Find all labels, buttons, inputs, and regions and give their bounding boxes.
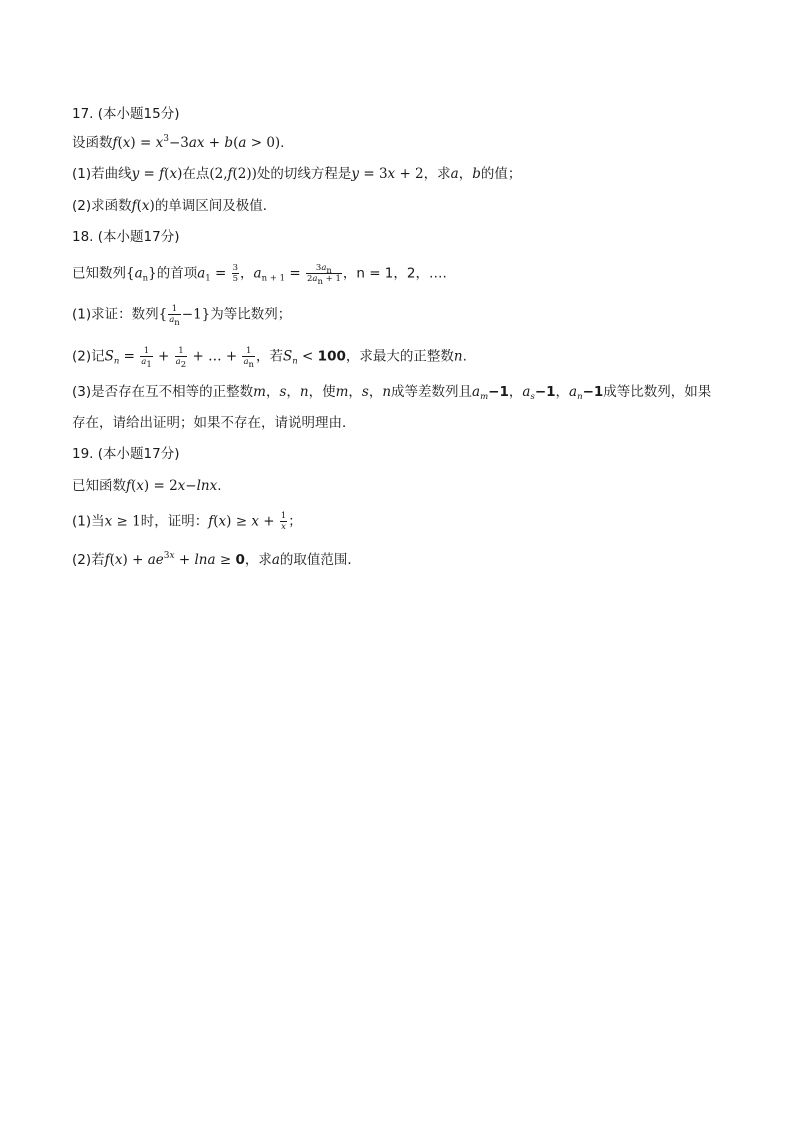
q19-part1: (1)当x ≥ 1时，证明：f(x) ≥ x + $\frac{1}{x}$ ； (72, 511, 302, 532)
q19-part2: (2)若$f(x) + ae^{3x} + \ln a \ge 0$，求a的取值范围． (72, 551, 361, 568)
q18-part3-line1: (3)是否存在互不相等的正整数m，s，n，使m，s，n成等差数列且$a_m-1$，$a_s-1$，$a_n-1$成等比数列，如果 (72, 384, 712, 402)
q18-stem: 已知数列$\{a_n\}$的首项$a_1$ = $\frac{3}{5}$ ，$a_{n + 1}$ = $\frac{3a_n}{2a_n + 1}$ ，n = 1，2，…. (72, 263, 447, 287)
q19-header: 19. (本小题17分) (72, 446, 180, 462)
q17-part1: (1)若曲线y = f(x)在点(2,f(2))处的切线方程是y = 3x + 2，求a，b的值； (72, 166, 522, 182)
q17-part2: (2)求函数f(x)的单调区间及极值． (72, 198, 277, 214)
q17-header: 17. (本小题15分) (72, 106, 180, 122)
q18-part1: (1)求证：数列{ $\frac{1}{a_n}$ −1}为等比数列； (72, 304, 292, 328)
q18-part3-line2: 存在，请给出证明；如果不存在，请说明理由． (72, 415, 356, 431)
q19-stem: 已知函数f(x) = 2x−lnx. (72, 478, 222, 494)
q17-stem: 设函数$f(x) = x^3-3ax + b(a > 0)$. (72, 134, 285, 151)
q18-part2: (2)记$S_n$ = $\frac{1}{a_1}$ + $\frac{1}{a_2}$ + … + $\frac{1}{a_n}$ ，若$S_n < 100$，求最大的正整数n. (72, 346, 467, 370)
q18-header: 18. (本小题17分) (72, 229, 180, 245)
